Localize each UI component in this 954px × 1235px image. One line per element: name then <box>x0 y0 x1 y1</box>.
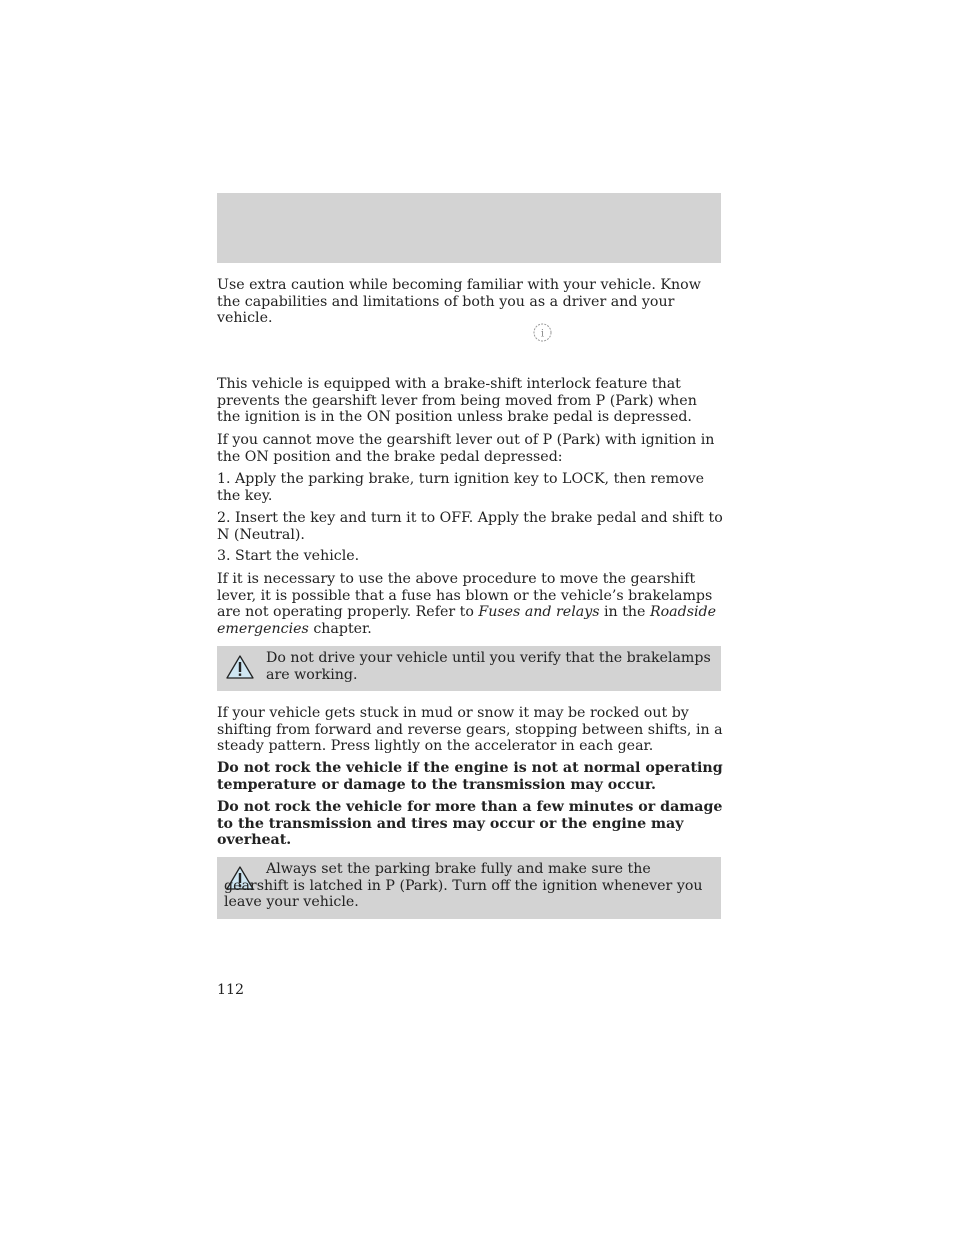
warning-text-parking-brake: Always set the parking brake fully and make sure the gearshift is latched in P (Park). Turn off the ignition whenever you leave your vehicle. <box>224 861 703 911</box>
step-2: 2. Insert the key and turn it to OFF. Apply the brake pedal and shift to N (Neutral). <box>217 510 723 543</box>
section-header-band <box>217 193 721 263</box>
fuse-text-before: If it is necessary to use the above procedure to move the gearshift lever, it is possible that a fuse has blown or the vehicle’s brakelamps are not operating properly. Refer to <box>217 571 713 621</box>
warning-box-parking-brake <box>217 857 721 919</box>
page-number: 112 <box>217 982 245 998</box>
warning-text-brakelamps: Do not drive your vehicle until you verify that the brakelamps are working. <box>266 650 711 683</box>
step-3: 3. Start the vehicle. <box>217 548 360 564</box>
rocking-caution-temperature: Do not rock the vehicle if the engine is not at normal operating temperature or damage to the transmission may occur. <box>217 760 723 793</box>
warning-box-brakelamps <box>217 646 721 691</box>
interlock-paragraph-2: If you cannot move the gearshift lever out of P (Park) with ignition in the ON position and the brake pedal depressed: <box>217 432 715 465</box>
roadside-emergencies-ref: Roadside emergencies <box>217 604 717 637</box>
fuses-relays-ref: Fuses and relays <box>478 604 600 621</box>
interlock-paragraph-1: This vehicle is equipped with a brake-shift interlock feature that prevents the gearshift lever from being moved from P (Park) when the ignition is in the ON position unless brake pedal is depressed. <box>217 376 697 426</box>
svg-text:i: i <box>540 328 545 340</box>
rocking-caution-duration: Do not rock the vehicle for more than a few minutes or damage to the transmission and tires may occur or the engine may overheat. <box>217 799 723 849</box>
warning-triangle-icon <box>225 654 255 680</box>
intro-paragraph: Use extra caution while becoming familiar with your vehicle. Know the capabilities and limitations of both you as a driver and your vehicle. <box>217 277 701 327</box>
fuse-text-after: chapter. <box>308 620 372 637</box>
rocking-paragraph: If your vehicle gets stuck in mud or snow it may be rocked out by shifting from forward and reverse gears, stopping between shifts, in a steady pattern. Press lightly on the accelerator in each gear. <box>217 705 723 755</box>
step-1: 1. Apply the parking brake, turn ignition key to LOCK, then remove the key. <box>217 471 705 504</box>
fuse-text-middle: in the <box>599 604 650 621</box>
information-icon <box>533 323 552 342</box>
fuse-paragraph <box>217 571 723 637</box>
